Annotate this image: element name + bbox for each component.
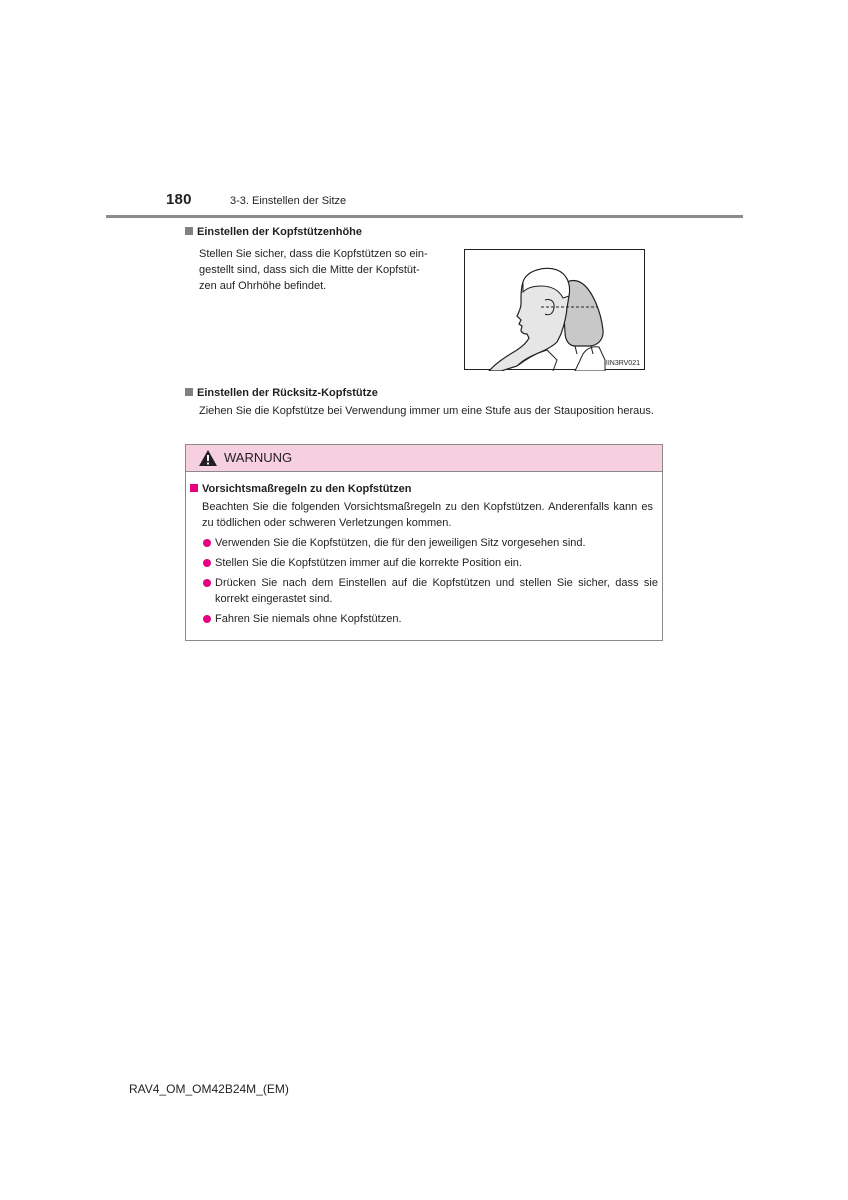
bullet-dot-icon — [203, 579, 211, 587]
warning-subheading — [190, 483, 411, 495]
warning-triangle-icon — [198, 449, 218, 467]
headrest-diagram-svg — [465, 250, 646, 371]
list-item — [202, 611, 658, 627]
warning-label: WARNUNG — [224, 450, 293, 465]
bullet-dot-icon — [203, 539, 211, 547]
figure-code: IIN3RV021 — [605, 360, 640, 367]
section-body: Ziehen Sie die Kopfstütze bei Verwendung immer um eine Stufe aus der Stauposition heraus. — [199, 405, 654, 417]
footer-doc-code: RAV4_OM_OM42B24M_(EM) — [129, 1082, 289, 1096]
section-body — [199, 246, 454, 294]
section-heading-text: Einstellen der Rücksitz-Kopfstütze — [197, 387, 378, 399]
headrest-illustration — [464, 249, 645, 370]
header-divider — [106, 215, 743, 218]
warning-subheading-text: Vorsichtsmaßregeln zu den Kopfstützen — [202, 483, 412, 495]
section-heading-rear-headrest — [185, 387, 378, 399]
page-number: 180 — [166, 191, 192, 208]
section-heading-text: Einstellen der Kopfstützenhöhe — [197, 226, 363, 238]
section-heading-headrest-height — [185, 226, 362, 238]
square-bullet-icon — [190, 484, 198, 492]
list-item — [202, 555, 658, 571]
list-item-text: Stellen Sie die Kopfstützen immer auf die korrekte Position ein. — [215, 557, 522, 569]
bullet-dot-icon — [203, 559, 211, 567]
warning-intro: Beachten Sie die folgenden Vorsichtsmaßregeln zu den Kopfstützen. Anderenfalls kann es zu tödlichen oder schweren Verletzungen kommen. — [202, 501, 653, 529]
bullet-dot-icon — [203, 615, 211, 623]
list-item — [202, 535, 658, 551]
section-title: 3-3. Einstellen der Sitze — [230, 195, 347, 207]
list-item-text: Verwenden Sie die Kopfstützen, die für den jeweiligen Sitz vorgesehen sind. — [215, 537, 586, 549]
warning-box — [185, 444, 663, 641]
warning-header — [186, 445, 662, 472]
list-item-text: Fahren Sie niemals ohne Kopfstützen. — [215, 613, 402, 625]
list-item-text: Drücken Sie nach dem Einstellen auf die Kopfstützen und stellen Sie sicher, dass sie korrekt eingerastet sind. — [215, 577, 658, 605]
square-bullet-icon — [185, 227, 193, 235]
body-line: gestellt sind, dass sich die Mitte der Kopfstüt- — [199, 264, 420, 276]
body-line: Stellen Sie sicher, dass die Kopfstützen so ein- — [199, 248, 428, 260]
square-bullet-icon — [185, 388, 193, 396]
list-item — [202, 575, 658, 607]
body-line: zen auf Ohrhöhe befindet. — [199, 280, 327, 292]
